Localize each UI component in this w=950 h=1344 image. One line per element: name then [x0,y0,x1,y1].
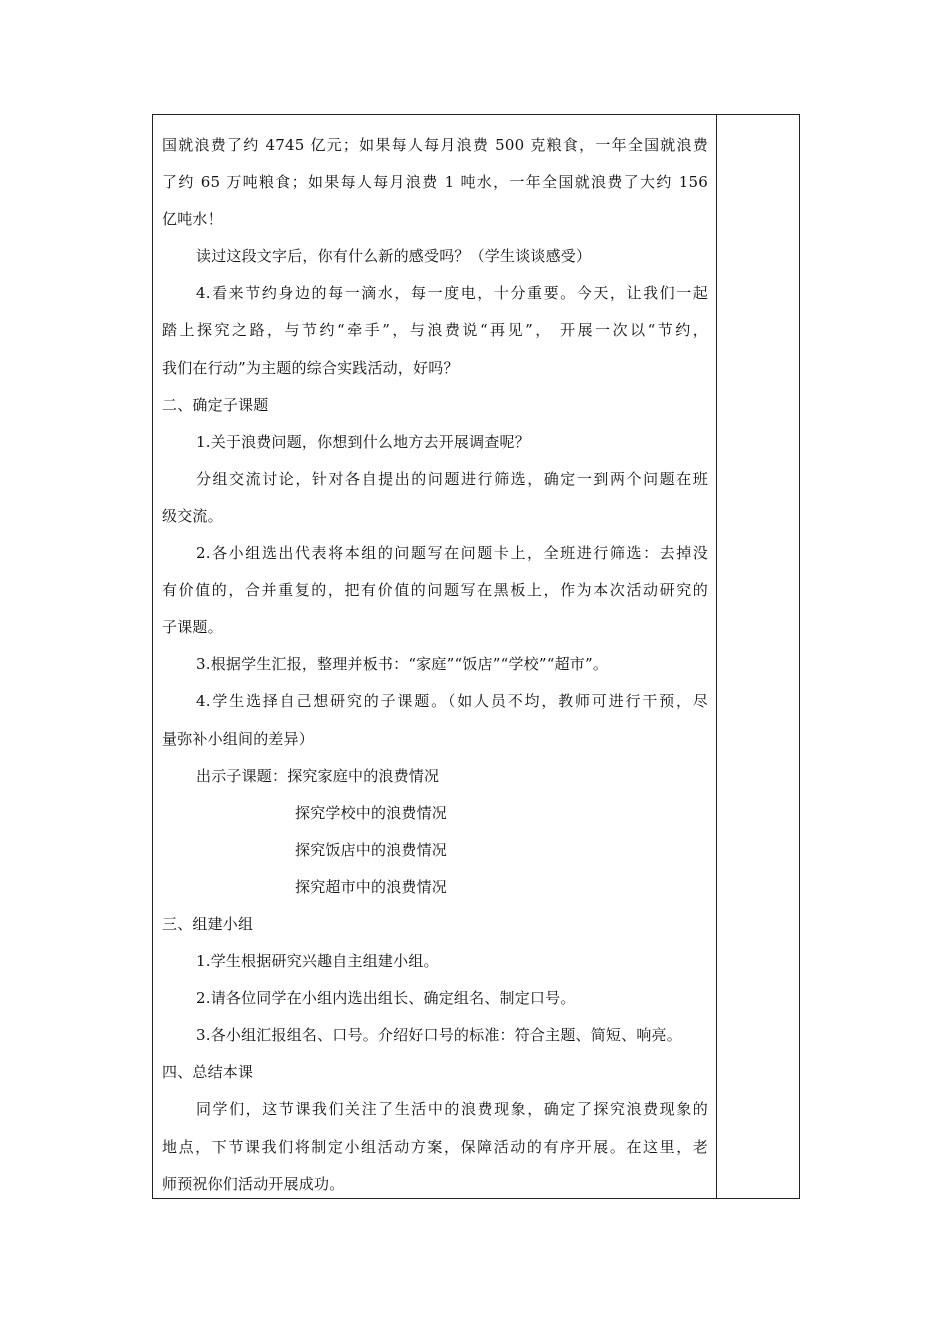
section-heading-3: 三、组建小组 [162,914,254,933]
paragraph-line-5: 4.看来节约身边的每一滴水，每一度电，十分重要。今天，让我们一起 [196,284,708,303]
subtopic-line-3: 探究饭店中的浪费情况 [295,840,448,859]
paragraph-line-12: 2.各小组选出代表将本组的问题写在问题卡上，全班进行筛选：去掉没 [196,544,708,563]
paragraph-line-4: 读过这段文字后，你有什么新的感受吗？（学生谈谈感受） [196,247,592,266]
notes-cell [717,115,799,1198]
paragraph-line-3: 亿吨水！ [162,210,223,229]
subtopic-line-2: 探究学校中的浪费情况 [295,803,448,822]
subtopic-line-4: 探究超市中的浪费情况 [295,877,448,896]
lesson-table [152,114,800,1199]
paragraph-line-29: 师预祝你们活动开展成功。 [162,1174,345,1193]
section-heading-2: 二、确定子课题 [162,395,269,414]
paragraph-line-11: 级交流。 [162,506,223,525]
lesson-content-cell [162,127,708,1203]
paragraph-line-7: 我们在行动”为主题的综合实践活动，好吗？ [162,358,459,377]
paragraph-line-17: 量弥补小组间的差异） [162,729,315,748]
paragraph-line-27: 同学们，这节课我们关注了生活中的浪费现象，确定了探究浪费现象的 [196,1100,708,1119]
paragraph-line-25: 3.各小组汇报组名、口号。介绍好口号的标准：符合主题、简短、响亮。 [196,1026,682,1045]
paragraph-line-13: 有价值的，合并重复的，把有价值的问题写在黑板上，作为本次活动研究的 [162,581,708,600]
paragraph-line-9: 1.关于浪费问题，你想到什么地方去开展调查呢？ [196,432,530,451]
paragraph-line-15: 3.根据学生汇报，整理并板书：“家庭”“饭店”“学校”“超市”。 [196,655,609,674]
paragraph-line-24: 2.请各位同学在小组内选出组长、确定组名、制定口号。 [196,989,576,1008]
paragraph-line-28: 地点，下节课我们将制定小组活动方案，保障活动的有序开展。在这里，老 [162,1137,708,1156]
paragraph-line-2: 了约 65 万吨粮食；如果每人每月浪费 1 吨水，一年全国就浪费了大约 156 [162,173,708,192]
subtopic-line-1: 出示子课题：探究家庭中的浪费情况 [196,766,440,785]
paragraph-line-10: 分组交流讨论，针对各自提出的问题进行筛选，确定一到两个问题在班 [196,469,708,488]
paragraph-line-6: 踏上探究之路，与节约“牵手”，与浪费说“再见”， 开展一次以“节约， [162,321,708,340]
paragraph-line-16: 4.学生选择自己想研究的子课题。（如人员不均，教师可进行干预，尽 [196,692,708,711]
paragraph-line-14: 子课题。 [162,618,223,637]
paragraph-line-23: 1.学生根据研究兴趣自主组建小组。 [196,952,439,971]
paragraph-line-1: 国就浪费了约 4745 亿元；如果每人每月浪费 500 克粮食，一年全国就浪费 [162,136,708,154]
section-heading-4: 四、总结本课 [162,1063,254,1082]
